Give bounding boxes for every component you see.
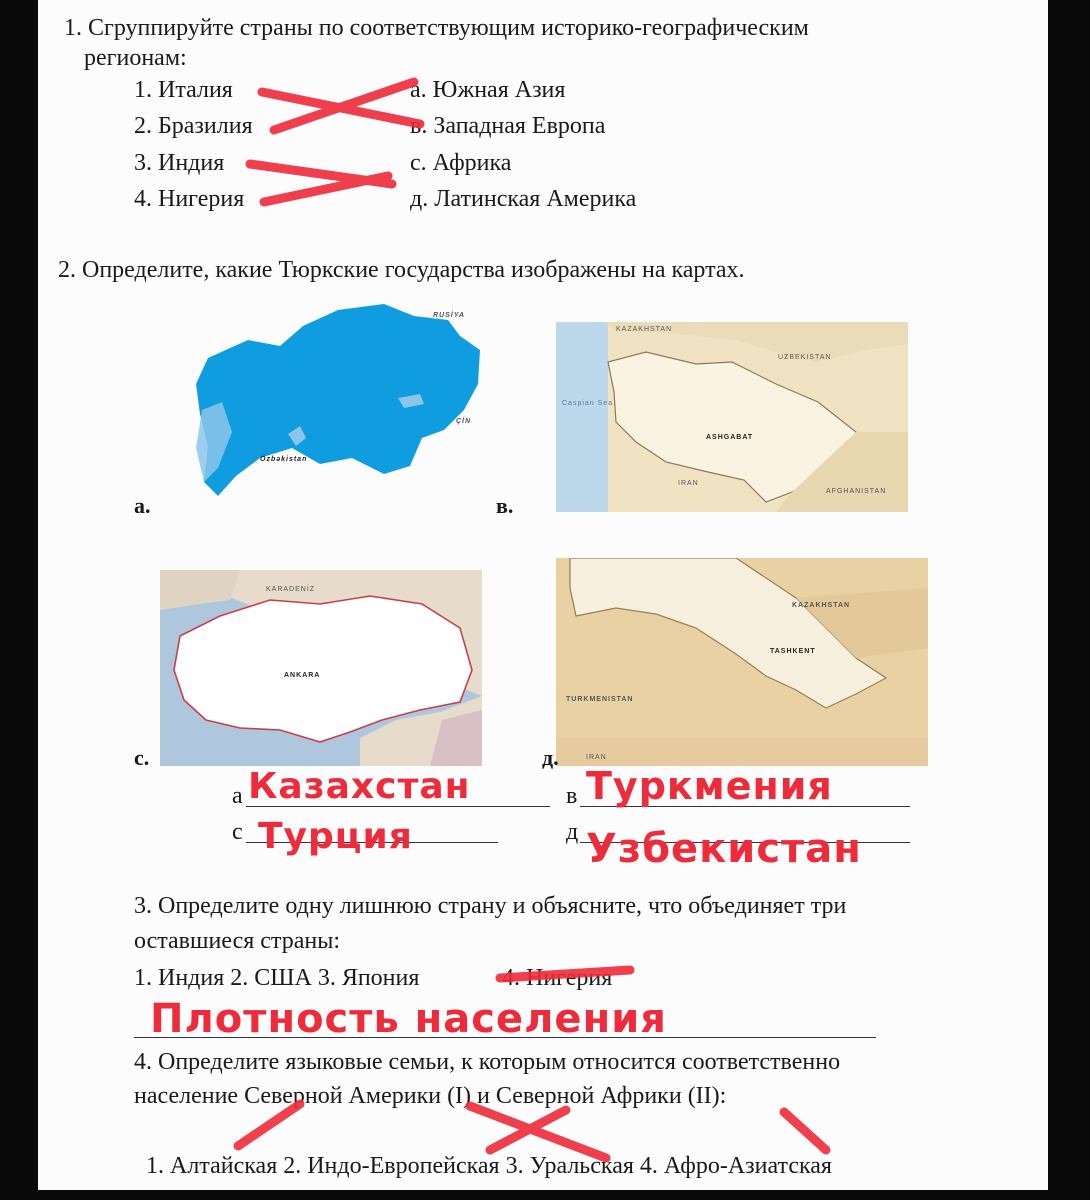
q2-title: 2. Определите, какие Тюркские государства изображены на картах. <box>58 257 745 283</box>
map-a-letter: а. <box>134 493 151 518</box>
q1-region-a: а. Южная Азия <box>410 77 566 103</box>
map-d-label-1: KAZAKHSTAN <box>792 602 851 609</box>
answer-letter-b: в <box>566 783 578 809</box>
ink-mark-2 <box>470 1106 606 1158</box>
map-turkmenistan <box>556 322 908 512</box>
map-b-label-2: UZBEKISTAN <box>778 354 832 361</box>
map-c-label-1: KARADENİZ <box>266 586 316 593</box>
q1-country-4: 4. Нигерия <box>134 186 245 212</box>
q4-title-line1: 4. Определите языковые семьи, к которым относится соответственно <box>134 1049 841 1075</box>
handwritten-answer-c: Турция <box>258 816 413 857</box>
map-c-label-2: ANKARA <box>284 672 321 679</box>
ink-match-4-c <box>264 176 388 202</box>
answer-letter-c: с <box>232 819 243 845</box>
ink-mark-1 <box>238 1104 300 1146</box>
map-b-label-1: KAZAKHSTAN <box>616 326 673 333</box>
map-c-letter: с. <box>134 745 150 770</box>
q1-country-2: 2. Бразилия <box>134 113 253 139</box>
map-a-label-2: ÇİN <box>456 418 472 425</box>
q1-country-1: 1. Италия <box>134 77 233 103</box>
q1-country-3: 3. Индия <box>134 150 225 176</box>
ink-mark-3 <box>490 1110 566 1150</box>
map-b-letter: в. <box>496 493 514 518</box>
q3-title-line2: оставшиеся страны: <box>134 928 341 954</box>
map-b-label-6: ASHGABAT <box>706 434 754 441</box>
q4-options: 1. Алтайская 2. Индо-Европейская 3. Уральская 4. Афро-Азиатская <box>146 1153 832 1179</box>
q1-region-c: с. Африка <box>410 150 512 176</box>
map-b-label-4: IRAN <box>678 480 699 487</box>
handwritten-answer-d: Узбекистан <box>586 826 862 872</box>
map-b-label-5: AFGHANISTAN <box>826 488 887 495</box>
map-a-label-1: RUSİYA <box>433 312 465 319</box>
map-d-letter: д. <box>542 745 559 770</box>
map-kazakhstan <box>188 298 488 503</box>
q3-options: 1. Индия 2. США 3. Япония <box>134 965 420 991</box>
map-uzbekistan <box>556 558 928 766</box>
map-a-label-3: Özbəkistan <box>260 456 308 463</box>
answer-letter-a: а <box>232 783 243 809</box>
ink-mark-4 <box>784 1112 826 1150</box>
ink-match-3-d <box>250 164 392 184</box>
q4-title-line2: население Северной Америки (I) и Северной Африки (II): <box>134 1083 727 1109</box>
map-d-label-3: TURKMENISTAN <box>566 696 634 703</box>
map-b-label-3: Caspian Sea <box>562 400 614 407</box>
answer-letter-d: д <box>566 819 579 845</box>
q1-title-line2: регионам: <box>84 45 187 71</box>
q3-title-line1: 3. Определите одну лишнюю страну и объясните, что объединяет три <box>134 893 847 919</box>
q1-region-b: в. Западная Европа <box>410 113 606 139</box>
handwritten-answer-b: Туркмения <box>586 764 833 808</box>
map-turkey <box>160 570 482 766</box>
ink-match-1-b <box>262 92 420 124</box>
ink-match-2-a <box>274 82 414 130</box>
handwritten-answer-a: Казахстан <box>248 766 471 807</box>
map-d-label-4: IRAN <box>586 754 607 761</box>
worksheet-page <box>38 0 1048 1190</box>
q3-crossed-option: 4. Нигерия <box>502 965 613 991</box>
q1-title-line1: 1. Сгруппируйте страны по соответствующим историко-географическим <box>64 15 809 41</box>
map-d-label-2: TASHKENT <box>770 648 816 655</box>
q3-handwritten-answer: Плотность населения <box>150 996 667 1042</box>
q1-region-d: д. Латинская Америка <box>410 186 637 212</box>
